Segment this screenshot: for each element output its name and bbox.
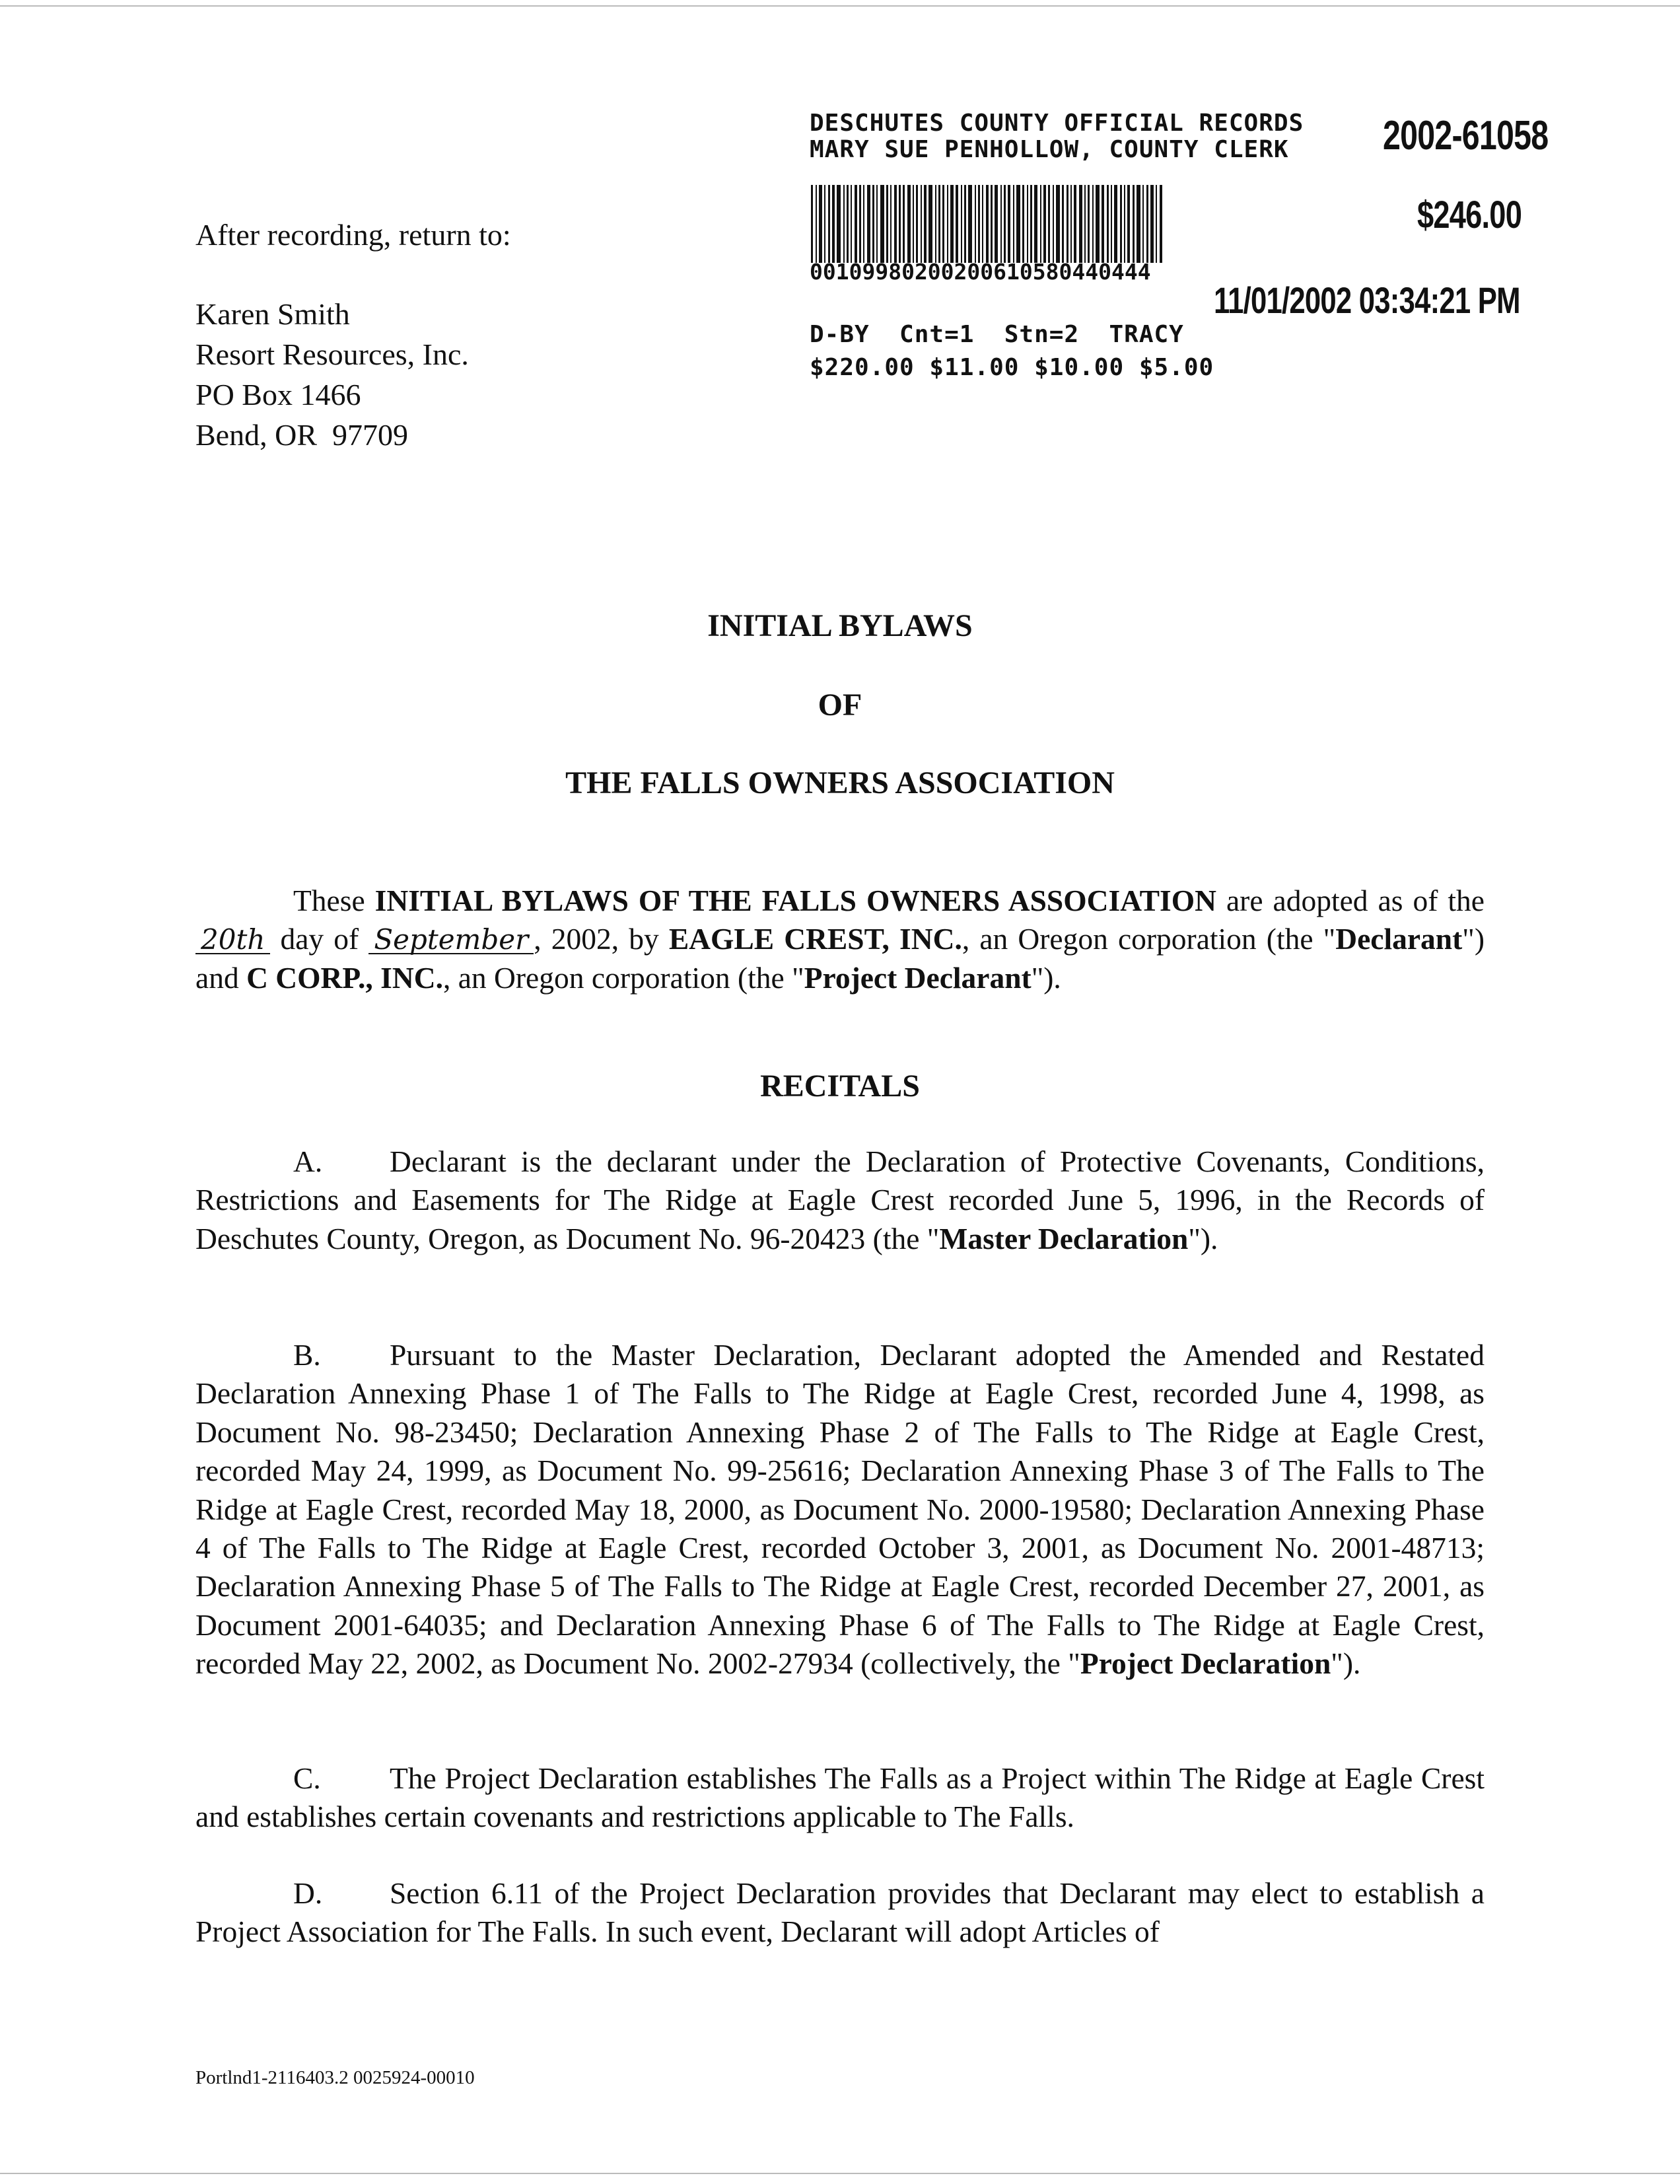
recitals-heading: RECITALS: [760, 1069, 920, 1104]
recital-a: [195, 1143, 1485, 1258]
barcode-bar: [968, 185, 972, 263]
title-line2: OF: [818, 687, 862, 722]
bottom-scan-edge: [0, 2173, 1680, 2174]
barcode-bar: [1124, 185, 1125, 263]
barcode-bar: [1092, 185, 1094, 263]
barcode-bar: [899, 185, 901, 263]
barcode-bar: [837, 185, 841, 263]
barcode-bar: [1133, 185, 1135, 263]
barcode-bar: [995, 185, 998, 263]
recital-text-end: ").: [1188, 1221, 1218, 1255]
barcode-bar: [928, 185, 932, 263]
title-line3: THE FALLS OWNERS ASSOCIATION: [565, 765, 1115, 800]
barcode-bar: [828, 185, 830, 263]
barcode-bar: [978, 185, 980, 263]
barcode-bar: [1030, 185, 1032, 263]
barcode-bar: [1034, 185, 1037, 263]
barcode-bar: [851, 185, 852, 263]
intro-text: , an Oregon corporation (the ": [962, 922, 1336, 956]
recording-document-number: 2002-61058: [1383, 113, 1549, 159]
barcode-bar: [991, 185, 993, 263]
barcode-bar: [1150, 185, 1154, 263]
barcode-bar: [1004, 185, 1006, 263]
intro-text: These: [293, 884, 375, 917]
barcode-bar: [824, 185, 825, 263]
document-footer-id: Portlnd1-2116403.2 0025924-00010: [195, 2067, 475, 2088]
barcode-bar: [843, 185, 845, 263]
barcode-bar: [1000, 185, 1002, 263]
barcode-bar: [964, 185, 966, 263]
recording-barcode: [811, 185, 1326, 263]
barcode-bar: [1008, 185, 1010, 263]
project-declarant-name: C CORP., INC.: [246, 960, 443, 995]
barcode-bar: [863, 185, 864, 263]
intro-text: ").: [1031, 960, 1061, 995]
bylaws-name: INITIAL BYLAWS OF THE FALLS OWNERS ASSOCIATION: [374, 884, 1216, 917]
defined-term-project-declaration: Project Declaration: [1080, 1646, 1331, 1681]
recording-office-line2: MARY SUE PENHOLLOW, COUNTY CLERK: [810, 136, 1289, 163]
recording-fee-total: $246.00: [1417, 194, 1522, 236]
barcode-bar: [935, 185, 936, 263]
barcode-bar: [876, 185, 878, 263]
intro-text: ") and: [195, 922, 1485, 995]
barcode-bar: [1053, 185, 1054, 263]
barcode-bar: [938, 185, 940, 263]
recital-text: Pursuant to the Master Declaration, Declarant adopted the Amended and Restated Declaration Annexing Phase 1 of The Falls to The Ridge at Eagle Crest, recorded June 4, 1998, as Document No. 98-23450; Declaration Annexing Phase 2 of The Falls to The Ridge at Eagle Crest, recorded May 24, 1999, as Document No. 99-25616; Declaration Annexing Phase 3 of The Falls to The Ridge at Eagle Crest, recorded May 18, 2000, as Document No. 2000-19580; Declaration Annexing Phase 4 of The Falls to The Ridge at Eagle Crest, recorded October 3, 2001, as Document No. 2001-48713; Declaration Annexing Phase 5 of The Falls to The Ridge at Eagle Crest, recorded December 27, 2001, as Document 2001-64035; and Declaration Annexing Phase 6 of The Falls to The Ridge at Eagle Crest, recorded May 22, 2002, as Document No. 2002-27934 (collectively, the ": [195, 1338, 1485, 1681]
barcode-bar: [847, 185, 849, 263]
barcode-bar: [872, 185, 874, 263]
barcode-bar: [1084, 185, 1086, 263]
barcode-bar: [986, 185, 989, 263]
barcode-bar: [1160, 185, 1162, 263]
recital-c: [195, 1759, 1485, 1837]
barcode-bar: [961, 185, 962, 263]
return-po-box: PO Box 1466: [195, 378, 361, 411]
barcode-bar: [1096, 185, 1100, 263]
defined-term-declarant: Declarant: [1335, 922, 1463, 956]
barcode-bar: [1120, 185, 1122, 263]
barcode-bar: [1102, 185, 1104, 263]
recording-fee-breakdown: $220.00 $11.00 $10.00 $5.00: [810, 354, 1214, 381]
barcode-bar: [855, 185, 857, 263]
recording-office-line1: DESCHUTES COUNTY OFFICIAL RECORDS: [810, 110, 1304, 137]
recital-text: Section 6.11 of the Project Declaration provides that Declarant may elect to establish a Project Association for The Falls. In such event, Declarant will adopt Articles of: [195, 1876, 1485, 1949]
barcode-bar: [1070, 185, 1072, 263]
barcode-bar: [890, 185, 892, 263]
recording-timestamp: 11/01/2002 03:34:21 PM: [1214, 279, 1520, 321]
barcode-bar: [1016, 185, 1020, 263]
recital-text: Declarant is the declarant under the Declaration of Protective Covenants, Conditions, Restrictions and Easements for The Ridge at Eagle Crest recorded June 5, 1996, in the Records of Deschutes County, Oregon, as Document No. 96-20423 (the ": [195, 1145, 1485, 1255]
barcode-bar: [859, 185, 861, 263]
declarant-name: EAGLE CREST, INC.: [668, 922, 962, 956]
recording-counter-line: D-BY Cnt=1 Stn=2 TRACY: [810, 321, 1184, 348]
title-line1: INITIAL BYLAWS: [707, 608, 973, 643]
barcode-bar: [832, 185, 835, 263]
barcode-bar: [894, 185, 897, 263]
recital-d: [195, 1874, 1485, 1952]
barcode-bar: [921, 185, 922, 263]
barcode-bar: [916, 185, 918, 263]
barcode-bar: [1056, 185, 1060, 263]
intro-text: , an Oregon corporation (the ": [442, 960, 804, 995]
barcode-bar: [907, 185, 911, 263]
barcode-bar: [1048, 185, 1050, 263]
barcode-bar: [1127, 185, 1130, 263]
recital-letter: C.: [293, 1761, 321, 1795]
barcode-bar: [1107, 185, 1109, 263]
intro-text: , 2002, by: [534, 922, 669, 956]
barcode-bar: [1062, 185, 1064, 263]
barcode-bar: [1114, 185, 1117, 263]
barcode-bar: [1111, 185, 1112, 263]
barcode-bar: [819, 185, 822, 263]
top-scan-edge: [0, 5, 1680, 7]
defined-term-project-declarant: Project Declarant: [804, 960, 1032, 995]
return-to-label: After recording, return to:: [195, 218, 511, 252]
barcode-bar: [903, 185, 905, 263]
handwritten-month: September: [368, 927, 534, 954]
barcode-bar: [1074, 185, 1076, 263]
recital-b: [195, 1336, 1485, 1683]
intro-paragraph: [195, 882, 1485, 997]
recital-text-end: ").: [1331, 1646, 1361, 1681]
intro-text: day of: [270, 922, 369, 956]
barcode-bar: [1013, 185, 1014, 263]
barcode-bar: [975, 185, 976, 263]
barcode-bar: [1027, 185, 1028, 263]
barcode-bar: [924, 185, 927, 263]
barcode-bar: [1156, 185, 1157, 263]
recital-text: The Project Declaration establishes The Falls as a Project within The Ridge at Eagle Crest and establishes certain covenants and restrictions applicable to The Falls.: [195, 1761, 1485, 1834]
recording-barcode-number: 00109980200200610580440444: [810, 259, 1151, 285]
barcode-bar: [942, 185, 944, 263]
return-name: Karen Smith: [195, 297, 350, 331]
barcode-bar: [1142, 185, 1144, 263]
recital-letter: D.: [293, 1876, 323, 1910]
barcode-bar: [886, 185, 888, 263]
barcode-bar: [947, 185, 948, 263]
handwritten-day: 20th: [195, 927, 270, 954]
barcode-bar: [1079, 185, 1082, 263]
barcode-bar: [880, 185, 884, 263]
barcode-bar: [1137, 185, 1140, 263]
barcode-bar: [913, 185, 914, 263]
barcode-bar: [1043, 185, 1046, 263]
return-city-state-zip: Bend, OR 97709: [195, 418, 408, 452]
return-address-block: [195, 294, 469, 455]
barcode-bar: [1022, 185, 1024, 263]
recital-letter: A.: [293, 1145, 323, 1178]
barcode-bar: [1040, 185, 1041, 263]
barcode-bar: [1146, 185, 1148, 263]
barcode-bar: [867, 185, 870, 263]
barcode-bar: [1067, 185, 1068, 263]
barcode-bar: [811, 185, 813, 263]
recital-letter: B.: [293, 1338, 321, 1372]
barcode-bar: [816, 185, 817, 263]
return-company: Resort Resources, Inc.: [195, 337, 469, 371]
barcode-bar: [1088, 185, 1090, 263]
barcode-bar: [982, 185, 983, 263]
barcode-bar: [956, 185, 958, 263]
barcode-bar: [950, 185, 954, 263]
intro-text: are adopted as of the: [1216, 884, 1485, 917]
defined-term-master-declaration: Master Declaration: [939, 1221, 1189, 1255]
